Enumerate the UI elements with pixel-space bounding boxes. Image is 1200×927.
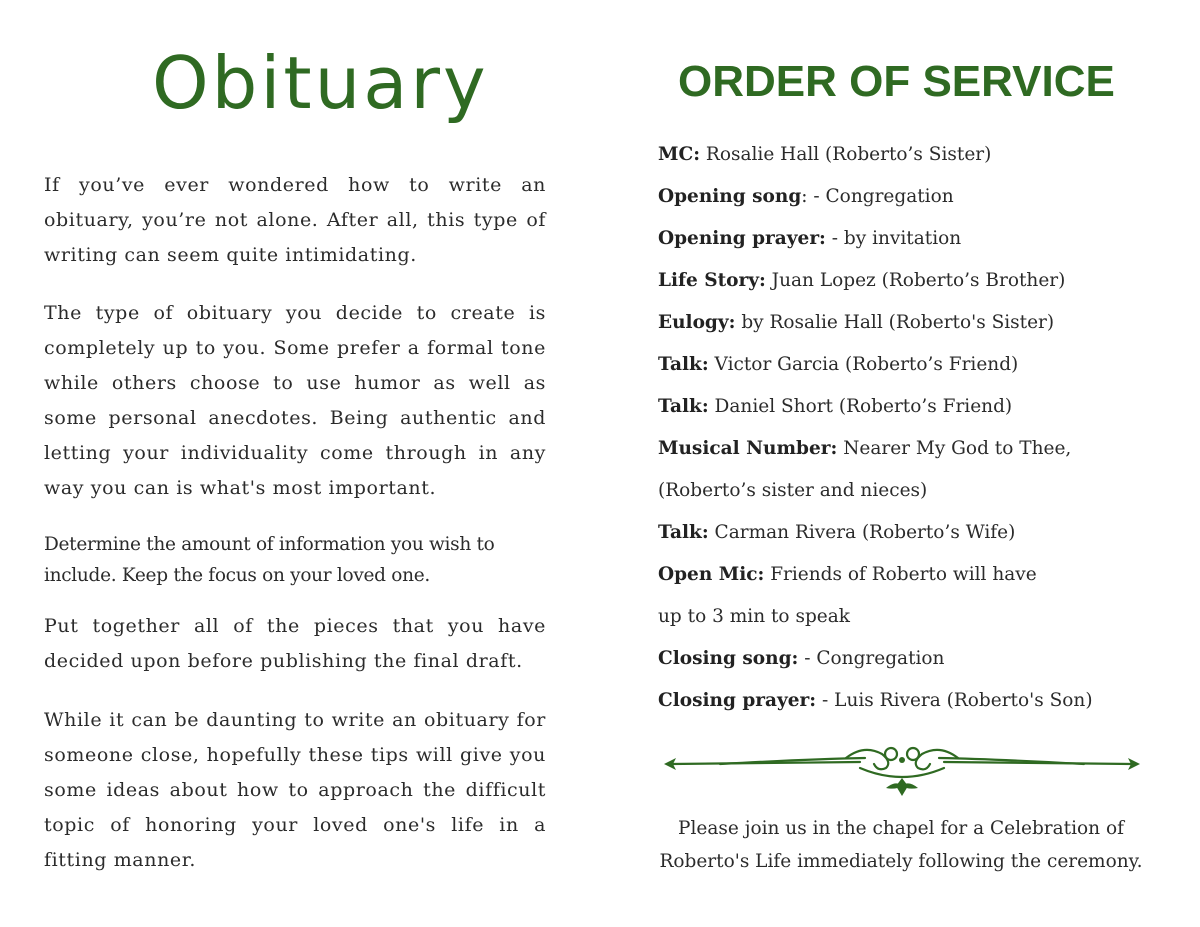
service-item-label: Talk: (658, 354, 709, 375)
service-item (658, 474, 1178, 516)
service-item-text: Juan Lopez (Roberto’s Brother) (765, 270, 1066, 291)
service-item-label: MC: (658, 144, 701, 165)
service-item (658, 222, 1178, 264)
service-item-text: : - Congregation (801, 186, 954, 207)
service-item-text: Daniel Short (Roberto’s Friend) (708, 396, 1013, 417)
order-of-service-title: ORDER OF SERVICE (678, 57, 1115, 106)
service-item-label: Life Story: (658, 270, 766, 291)
service-item-text: by Rosalie Hall (Roberto's Sister) (735, 312, 1055, 333)
service-item-text: Friends of Roberto will have (764, 564, 1037, 585)
service-item-text: Carman Rivera (Roberto’s Wife) (708, 522, 1016, 543)
service-item-text: - Luis Rivera (Roberto's Son) (816, 690, 1093, 711)
service-item-text: - Congregation (798, 648, 945, 669)
order-of-service-list (658, 138, 1178, 726)
celebration-note-line-1: Please join us in the chapel for a Celebration of (678, 818, 1124, 839)
obituary-paragraph-2: The type of obituary you decide to create is completely up to you. Some prefer a formal tone while others choose to use humor as well as some personal anecdotes. Being authentic and letting your individuality come through in any way you can is what's most important. (44, 302, 546, 499)
service-item (658, 558, 1178, 600)
service-item-label: Musical Number: (658, 438, 838, 459)
obituary-paragraph-1: If you’ve ever wondered how to write an obituary, you’re not alone. After all, this type of writing can seem quite intimidating. (44, 174, 546, 266)
service-item-label: Opening song (658, 186, 802, 207)
service-item (658, 348, 1178, 390)
celebration-note-line-2: Roberto's Life immediately following the ceremony. (659, 851, 1143, 872)
service-item (658, 642, 1178, 684)
service-item-text: up to 3 min to speak (658, 606, 850, 627)
service-item (658, 264, 1178, 306)
service-item-text: Rosalie Hall (Roberto’s Sister) (700, 144, 992, 165)
service-item (658, 180, 1178, 222)
service-item (658, 684, 1178, 726)
service-item-label: Talk: (658, 522, 709, 543)
obituary-paragraph-4: Put together all of the pieces that you have decided upon before publishing the final draft. (44, 615, 546, 672)
obituary-title: Obituary (152, 41, 489, 125)
service-item-label: Eulogy: (658, 312, 736, 333)
service-item-label: Talk: (658, 396, 709, 417)
service-item-label: Opening prayer: (658, 228, 826, 249)
service-item-label: Closing prayer: (658, 690, 817, 711)
service-item-label: Closing song: (658, 648, 799, 669)
obituary-paragraph-3: Determine the amount of information you wish to include. Keep the focus on your loved one. (44, 534, 495, 586)
service-item (658, 516, 1178, 558)
service-item (658, 390, 1178, 432)
ornamental-divider-icon (660, 738, 1144, 800)
celebration-note (658, 812, 1144, 878)
service-item (658, 432, 1178, 474)
obituary-paragraph-5: While it can be daunting to write an obituary for someone close, hopefully these tips will give you some ideas about how to approach the difficult topic of honoring your loved one's life in a fitting manner. (44, 709, 546, 871)
service-item-text: Victor Garcia (Roberto’s Friend) (708, 354, 1019, 375)
service-item (658, 138, 1178, 180)
service-item-label: Open Mic: (658, 564, 765, 585)
service-item-text: (Roberto’s sister and nieces) (658, 480, 928, 501)
service-item (658, 306, 1178, 348)
service-item (658, 600, 1178, 642)
service-item-text: Nearer My God to Thee, (837, 438, 1072, 459)
service-item-text: - by invitation (825, 228, 962, 249)
